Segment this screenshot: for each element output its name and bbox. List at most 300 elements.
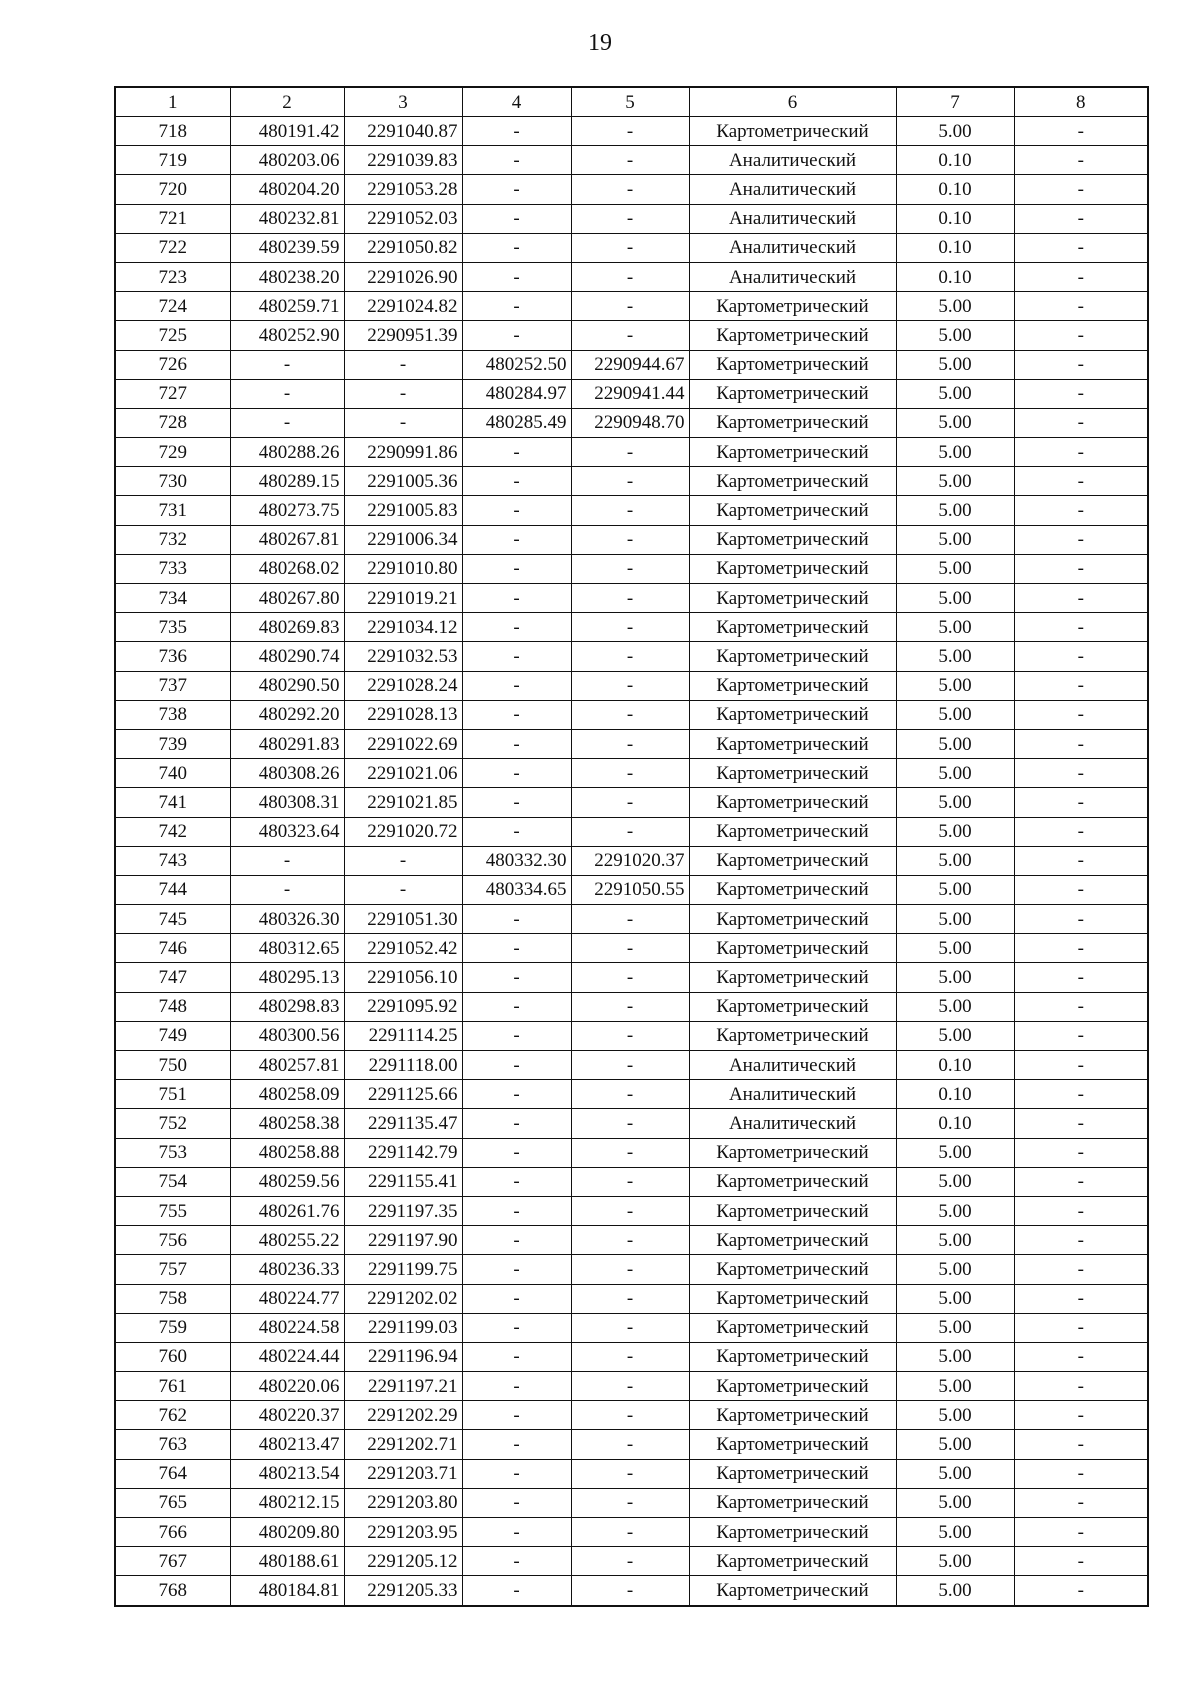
table-cell-col-7: 5.00 — [896, 1226, 1014, 1255]
table-row — [115, 1284, 1148, 1313]
table-cell-col-7: 5.00 — [896, 1518, 1014, 1547]
table-cell-col-8: - — [1014, 1284, 1148, 1313]
table-cell-col-5: - — [571, 1342, 689, 1371]
table-cell-col-5: 2291050.55 — [571, 875, 689, 904]
table-cell-col-8: - — [1014, 642, 1148, 671]
table-cell-col-8: - — [1014, 817, 1148, 846]
table-cell-col-4: - — [462, 1255, 571, 1284]
table-cell-col-6: Картометрический — [689, 117, 896, 146]
table-cell-col-4: - — [462, 525, 571, 554]
table-cell-col-4: - — [462, 1547, 571, 1576]
table-row — [115, 350, 1148, 379]
table-cell-col-1: 766 — [115, 1518, 230, 1547]
table-cell-col-6: Картометрический — [689, 963, 896, 992]
table-cell-col-1: 768 — [115, 1576, 230, 1606]
table-cell-col-6: Картометрический — [689, 934, 896, 963]
table-row — [115, 408, 1148, 437]
table-cell-col-1: 725 — [115, 321, 230, 350]
table-cell-col-8: - — [1014, 1342, 1148, 1371]
table-cell-col-3: 2291028.13 — [344, 700, 462, 729]
table-cell-col-2: 480258.09 — [230, 1080, 344, 1109]
table-cell-col-1: 763 — [115, 1430, 230, 1459]
table-cell-col-3: 2291026.90 — [344, 262, 462, 291]
table-cell-col-5: - — [571, 1459, 689, 1488]
table-cell-col-7: 5.00 — [896, 846, 1014, 875]
table-cell-col-6: Аналитический — [689, 146, 896, 175]
table-cell-col-2: 480291.83 — [230, 729, 344, 758]
table-row — [115, 642, 1148, 671]
table-cell-col-4: - — [462, 584, 571, 613]
table-cell-col-7: 5.00 — [896, 992, 1014, 1021]
table-row — [115, 467, 1148, 496]
table-cell-col-3: 2291205.12 — [344, 1547, 462, 1576]
table-cell-col-6: Картометрический — [689, 1547, 896, 1576]
table-cell-col-5: - — [571, 613, 689, 642]
table-cell-col-8: - — [1014, 584, 1148, 613]
table-cell-col-6: Картометрический — [689, 992, 896, 1021]
table-cell-col-1: 741 — [115, 788, 230, 817]
table-cell-col-1: 759 — [115, 1313, 230, 1342]
table-row — [115, 817, 1148, 846]
table-cell-col-3: 2291006.34 — [344, 525, 462, 554]
table-cell-col-7: 5.00 — [896, 525, 1014, 554]
table-cell-col-6: Аналитический — [689, 204, 896, 233]
table-row — [115, 117, 1148, 146]
table-cell-col-4: - — [462, 759, 571, 788]
table-cell-col-7: 5.00 — [896, 1430, 1014, 1459]
table-cell-col-4: - — [462, 671, 571, 700]
table-cell-col-3: 2291203.80 — [344, 1488, 462, 1517]
table-cell-col-8: - — [1014, 408, 1148, 437]
table-cell-col-5: 2290944.67 — [571, 350, 689, 379]
table-cell-col-2: 480290.50 — [230, 671, 344, 700]
table-cell-col-7: 5.00 — [896, 1021, 1014, 1050]
table-row — [115, 1051, 1148, 1080]
table-cell-col-7: 5.00 — [896, 613, 1014, 642]
table-cell-col-2: 480259.71 — [230, 292, 344, 321]
table-cell-col-5: - — [571, 992, 689, 1021]
table-cell-col-2: 480267.80 — [230, 584, 344, 613]
table-cell-col-5: 2290941.44 — [571, 379, 689, 408]
table-cell-col-8: - — [1014, 204, 1148, 233]
table-cell-col-4: - — [462, 1196, 571, 1225]
table-cell-col-3: 2291052.03 — [344, 204, 462, 233]
table-cell-col-5: - — [571, 1576, 689, 1606]
table-cell-col-3: - — [344, 408, 462, 437]
table-cell-col-3: 2291197.35 — [344, 1196, 462, 1225]
table-cell-col-1: 734 — [115, 584, 230, 613]
table-cell-col-5: - — [571, 175, 689, 204]
table-cell-col-5: - — [571, 321, 689, 350]
table-cell-col-4: - — [462, 817, 571, 846]
table-cell-col-7: 5.00 — [896, 321, 1014, 350]
table-cell-col-3: 2291020.72 — [344, 817, 462, 846]
table-cell-col-4: - — [462, 1284, 571, 1313]
table-cell-col-8: - — [1014, 992, 1148, 1021]
table-cell-col-7: 5.00 — [896, 1488, 1014, 1517]
table-cell-col-2: 480257.81 — [230, 1051, 344, 1080]
table-cell-col-7: 5.00 — [896, 642, 1014, 671]
table-row — [115, 1401, 1148, 1430]
table-cell-col-8: - — [1014, 700, 1148, 729]
table-cell-col-7: 5.00 — [896, 1284, 1014, 1313]
table-cell-col-7: 5.00 — [896, 1167, 1014, 1196]
table-cell-col-1: 758 — [115, 1284, 230, 1313]
table-row — [115, 1518, 1148, 1547]
table-cell-col-4: - — [462, 496, 571, 525]
table-cell-col-1: 753 — [115, 1138, 230, 1167]
table-cell-col-1: 743 — [115, 846, 230, 875]
table-cell-col-1: 729 — [115, 438, 230, 467]
table-cell-col-3: 2291202.29 — [344, 1401, 462, 1430]
table-cell-col-5: - — [571, 788, 689, 817]
table-row — [115, 613, 1148, 642]
table-cell-col-4: - — [462, 204, 571, 233]
table-cell-col-2: 480258.38 — [230, 1109, 344, 1138]
table-cell-col-3: 2291125.66 — [344, 1080, 462, 1109]
table-cell-col-1: 723 — [115, 262, 230, 291]
table-cell-col-6: Картометрический — [689, 496, 896, 525]
table-cell-col-8: - — [1014, 963, 1148, 992]
table-cell-col-3: 2291028.24 — [344, 671, 462, 700]
table-cell-col-3: - — [344, 350, 462, 379]
table-cell-col-2: 480224.58 — [230, 1313, 344, 1342]
table-cell-col-7: 5.00 — [896, 496, 1014, 525]
table-cell-col-6: Картометрический — [689, 1488, 896, 1517]
table-cell-col-4: - — [462, 321, 571, 350]
table-cell-col-2: 480236.33 — [230, 1255, 344, 1284]
table-cell-col-6: Картометрический — [689, 1401, 896, 1430]
table-row — [115, 379, 1148, 408]
table-cell-col-3: 2291155.41 — [344, 1167, 462, 1196]
table-cell-col-5: - — [571, 729, 689, 758]
table-cell-col-2: - — [230, 379, 344, 408]
table-row — [115, 905, 1148, 934]
table-cell-col-2: 480289.15 — [230, 467, 344, 496]
table-cell-col-8: - — [1014, 379, 1148, 408]
table-cell-col-3: 2291053.28 — [344, 175, 462, 204]
table-cell-col-2: 480255.22 — [230, 1226, 344, 1255]
column-header-6: 6 — [689, 87, 896, 117]
table-cell-col-6: Аналитический — [689, 262, 896, 291]
table-cell-col-3: 2291142.79 — [344, 1138, 462, 1167]
table-cell-col-2: 480191.42 — [230, 117, 344, 146]
table-cell-col-6: Картометрический — [689, 525, 896, 554]
table-cell-col-3: 2291196.94 — [344, 1342, 462, 1371]
table-cell-col-5: - — [571, 584, 689, 613]
table-cell-col-5: - — [571, 1430, 689, 1459]
table-cell-col-1: 726 — [115, 350, 230, 379]
table-cell-col-8: - — [1014, 1109, 1148, 1138]
table-cell-col-6: Картометрический — [689, 729, 896, 758]
table-cell-col-6: Картометрический — [689, 408, 896, 437]
table-cell-col-2: - — [230, 408, 344, 437]
table-cell-col-6: Картометрический — [689, 438, 896, 467]
table-cell-col-3: 2291034.12 — [344, 613, 462, 642]
table-cell-col-2: 480323.64 — [230, 817, 344, 846]
table-cell-col-1: 752 — [115, 1109, 230, 1138]
table-cell-col-2: 480204.20 — [230, 175, 344, 204]
table-cell-col-5: - — [571, 1313, 689, 1342]
table-cell-col-2: 480224.44 — [230, 1342, 344, 1371]
table-cell-col-3: 2291005.83 — [344, 496, 462, 525]
table-cell-col-3: 2291095.92 — [344, 992, 462, 1021]
table-cell-col-8: - — [1014, 1576, 1148, 1606]
table-cell-col-6: Картометрический — [689, 875, 896, 904]
table-cell-col-6: Картометрический — [689, 1342, 896, 1371]
table-cell-col-2: 480220.37 — [230, 1401, 344, 1430]
table-cell-col-6: Картометрический — [689, 1226, 896, 1255]
table-cell-col-4: 480285.49 — [462, 408, 571, 437]
table-cell-col-8: - — [1014, 117, 1148, 146]
table-cell-col-1: 719 — [115, 146, 230, 175]
table-cell-col-3: 2291039.83 — [344, 146, 462, 175]
table-cell-col-5: - — [571, 204, 689, 233]
table-cell-col-7: 5.00 — [896, 1342, 1014, 1371]
table-cell-col-4: - — [462, 117, 571, 146]
table-cell-col-1: 750 — [115, 1051, 230, 1080]
table-row — [115, 992, 1148, 1021]
table-cell-col-7: 5.00 — [896, 700, 1014, 729]
table-row — [115, 292, 1148, 321]
table-cell-col-1: 757 — [115, 1255, 230, 1284]
table-cell-col-7: 5.00 — [896, 671, 1014, 700]
table-row — [115, 204, 1148, 233]
table-cell-col-1: 767 — [115, 1547, 230, 1576]
table-cell-col-3: 2291197.90 — [344, 1226, 462, 1255]
table-cell-col-6: Аналитический — [689, 1080, 896, 1109]
table-cell-col-4: - — [462, 905, 571, 934]
table-cell-col-8: - — [1014, 1430, 1148, 1459]
table-cell-col-1: 747 — [115, 963, 230, 992]
table-cell-col-2: 480295.13 — [230, 963, 344, 992]
table-cell-col-7: 5.00 — [896, 554, 1014, 583]
table-cell-col-4: - — [462, 1459, 571, 1488]
table-row — [115, 963, 1148, 992]
table-cell-col-3: 2291118.00 — [344, 1051, 462, 1080]
table-cell-col-8: - — [1014, 613, 1148, 642]
table-cell-col-7: 5.00 — [896, 1576, 1014, 1606]
table-cell-col-3: 2291052.42 — [344, 934, 462, 963]
table-cell-col-5: - — [571, 1167, 689, 1196]
table-cell-col-2: 480308.31 — [230, 788, 344, 817]
table-cell-col-8: - — [1014, 1080, 1148, 1109]
table-row — [115, 233, 1148, 262]
table-cell-col-3: 2291114.25 — [344, 1021, 462, 1050]
table-row — [115, 788, 1148, 817]
table-cell-col-4: - — [462, 788, 571, 817]
table-cell-col-1: 745 — [115, 905, 230, 934]
table-cell-col-7: 5.00 — [896, 1459, 1014, 1488]
table-cell-col-6: Аналитический — [689, 1051, 896, 1080]
table-cell-col-3: 2291056.10 — [344, 963, 462, 992]
table-cell-col-1: 760 — [115, 1342, 230, 1371]
table-cell-col-8: - — [1014, 321, 1148, 350]
table-row — [115, 1080, 1148, 1109]
table-cell-col-3: 2291010.80 — [344, 554, 462, 583]
table-cell-col-4: - — [462, 1226, 571, 1255]
table-cell-col-1: 739 — [115, 729, 230, 758]
table-cell-col-7: 5.00 — [896, 1313, 1014, 1342]
table-cell-col-8: - — [1014, 875, 1148, 904]
table-cell-col-2: 480238.20 — [230, 262, 344, 291]
table-cell-col-4: - — [462, 1167, 571, 1196]
table-cell-col-5: - — [571, 467, 689, 496]
table-cell-col-3: 2291024.82 — [344, 292, 462, 321]
table-cell-col-2: 480300.56 — [230, 1021, 344, 1050]
table-cell-col-6: Картометрический — [689, 1518, 896, 1547]
table-cell-col-6: Картометрический — [689, 1138, 896, 1167]
table-cell-col-2: - — [230, 875, 344, 904]
table-cell-col-1: 761 — [115, 1372, 230, 1401]
table-row — [115, 496, 1148, 525]
table-cell-col-8: - — [1014, 1547, 1148, 1576]
table-cell-col-4: - — [462, 934, 571, 963]
table-row — [115, 554, 1148, 583]
table-header-row — [115, 87, 1148, 117]
table-cell-col-6: Картометрический — [689, 1430, 896, 1459]
table-cell-col-6: Аналитический — [689, 1109, 896, 1138]
table-cell-col-3: 2291205.33 — [344, 1576, 462, 1606]
table-cell-col-3: 2291203.95 — [344, 1518, 462, 1547]
table-cell-col-6: Картометрический — [689, 1372, 896, 1401]
column-header-1: 1 — [115, 87, 230, 117]
table-cell-col-5: - — [571, 117, 689, 146]
table-row — [115, 146, 1148, 175]
table-cell-col-2: 480209.80 — [230, 1518, 344, 1547]
column-header-2: 2 — [230, 87, 344, 117]
table-cell-col-5: - — [571, 438, 689, 467]
table-cell-col-1: 727 — [115, 379, 230, 408]
table-cell-col-3: 2291203.71 — [344, 1459, 462, 1488]
table-cell-col-4: - — [462, 1021, 571, 1050]
table-cell-col-2: 480203.06 — [230, 146, 344, 175]
table-cell-col-3: 2291021.85 — [344, 788, 462, 817]
table-cell-col-8: - — [1014, 350, 1148, 379]
table-cell-col-4: - — [462, 467, 571, 496]
table-cell-col-8: - — [1014, 1051, 1148, 1080]
table-cell-col-5: - — [571, 934, 689, 963]
table-cell-col-8: - — [1014, 788, 1148, 817]
table-cell-col-6: Картометрический — [689, 467, 896, 496]
table-cell-col-1: 735 — [115, 613, 230, 642]
table-cell-col-1: 754 — [115, 1167, 230, 1196]
table-cell-col-3: - — [344, 846, 462, 875]
table-cell-col-5: - — [571, 700, 689, 729]
table-cell-col-7: 5.00 — [896, 292, 1014, 321]
table-cell-col-8: - — [1014, 1226, 1148, 1255]
table-cell-col-6: Картометрический — [689, 292, 896, 321]
table-cell-col-3: 2291022.69 — [344, 729, 462, 758]
table-cell-col-5: - — [571, 905, 689, 934]
table-cell-col-5: - — [571, 671, 689, 700]
table-cell-col-4: 480252.50 — [462, 350, 571, 379]
table-row — [115, 1576, 1148, 1606]
table-cell-col-7: 5.00 — [896, 875, 1014, 904]
table-cell-col-7: 5.00 — [896, 1372, 1014, 1401]
table-cell-col-4: - — [462, 175, 571, 204]
table-cell-col-2: 480326.30 — [230, 905, 344, 934]
table-cell-col-2: 480184.81 — [230, 1576, 344, 1606]
page-number: 19 — [588, 30, 612, 56]
table-row — [115, 1196, 1148, 1225]
table-cell-col-6: Картометрический — [689, 817, 896, 846]
table-cell-col-7: 5.00 — [896, 817, 1014, 846]
table-cell-col-2: 480298.83 — [230, 992, 344, 1021]
table-row — [115, 1021, 1148, 1050]
table-cell-col-4: - — [462, 729, 571, 758]
table-row — [115, 1109, 1148, 1138]
table-cell-col-7: 0.10 — [896, 146, 1014, 175]
table-row — [115, 1138, 1148, 1167]
table-row — [115, 729, 1148, 758]
table-cell-col-2: 480288.26 — [230, 438, 344, 467]
table-cell-col-8: - — [1014, 146, 1148, 175]
table-cell-col-8: - — [1014, 1313, 1148, 1342]
table-row — [115, 671, 1148, 700]
column-header-7: 7 — [896, 87, 1014, 117]
table-cell-col-5: - — [571, 525, 689, 554]
table-cell-col-1: 720 — [115, 175, 230, 204]
table-cell-col-4: - — [462, 1430, 571, 1459]
table-row — [115, 1313, 1148, 1342]
table-cell-col-6: Картометрический — [689, 1459, 896, 1488]
table-cell-col-4: - — [462, 292, 571, 321]
table-cell-col-3: 2291032.53 — [344, 642, 462, 671]
table-cell-col-8: - — [1014, 1167, 1148, 1196]
table-cell-col-2: 480267.81 — [230, 525, 344, 554]
table-cell-col-8: - — [1014, 729, 1148, 758]
table-cell-col-8: - — [1014, 233, 1148, 262]
table-cell-col-7: 5.00 — [896, 350, 1014, 379]
table-row — [115, 438, 1148, 467]
table-cell-col-8: - — [1014, 262, 1148, 291]
column-header-8: 8 — [1014, 87, 1148, 117]
table-cell-col-8: - — [1014, 1518, 1148, 1547]
table-cell-col-2: 480232.81 — [230, 204, 344, 233]
table-cell-col-4: 480332.30 — [462, 846, 571, 875]
table-cell-col-6: Картометрический — [689, 554, 896, 583]
table-cell-col-6: Картометрический — [689, 584, 896, 613]
table-row — [115, 846, 1148, 875]
table-row — [115, 1430, 1148, 1459]
table-cell-col-3: 2291199.75 — [344, 1255, 462, 1284]
table-cell-col-5: - — [571, 233, 689, 262]
table-row — [115, 700, 1148, 729]
table-cell-col-3: 2291019.21 — [344, 584, 462, 613]
table-cell-col-2: 480212.15 — [230, 1488, 344, 1517]
table-cell-col-8: - — [1014, 1138, 1148, 1167]
table-cell-col-1: 721 — [115, 204, 230, 233]
table-cell-col-7: 0.10 — [896, 1109, 1014, 1138]
table-cell-col-5: - — [571, 1372, 689, 1401]
table-cell-col-5: - — [571, 292, 689, 321]
table-cell-col-5: - — [571, 1196, 689, 1225]
table-cell-col-1: 718 — [115, 117, 230, 146]
table-cell-col-7: 5.00 — [896, 1547, 1014, 1576]
table-cell-col-7: 5.00 — [896, 729, 1014, 758]
table-cell-col-4: - — [462, 1488, 571, 1517]
table-cell-col-5: - — [571, 1109, 689, 1138]
column-header-4: 4 — [462, 87, 571, 117]
table-cell-col-6: Картометрический — [689, 1167, 896, 1196]
table-cell-col-8: - — [1014, 905, 1148, 934]
table-cell-col-6: Картометрический — [689, 1284, 896, 1313]
table-cell-col-2: 480188.61 — [230, 1547, 344, 1576]
table-cell-col-1: 733 — [115, 554, 230, 583]
table-cell-col-1: 756 — [115, 1226, 230, 1255]
table-cell-col-8: - — [1014, 759, 1148, 788]
